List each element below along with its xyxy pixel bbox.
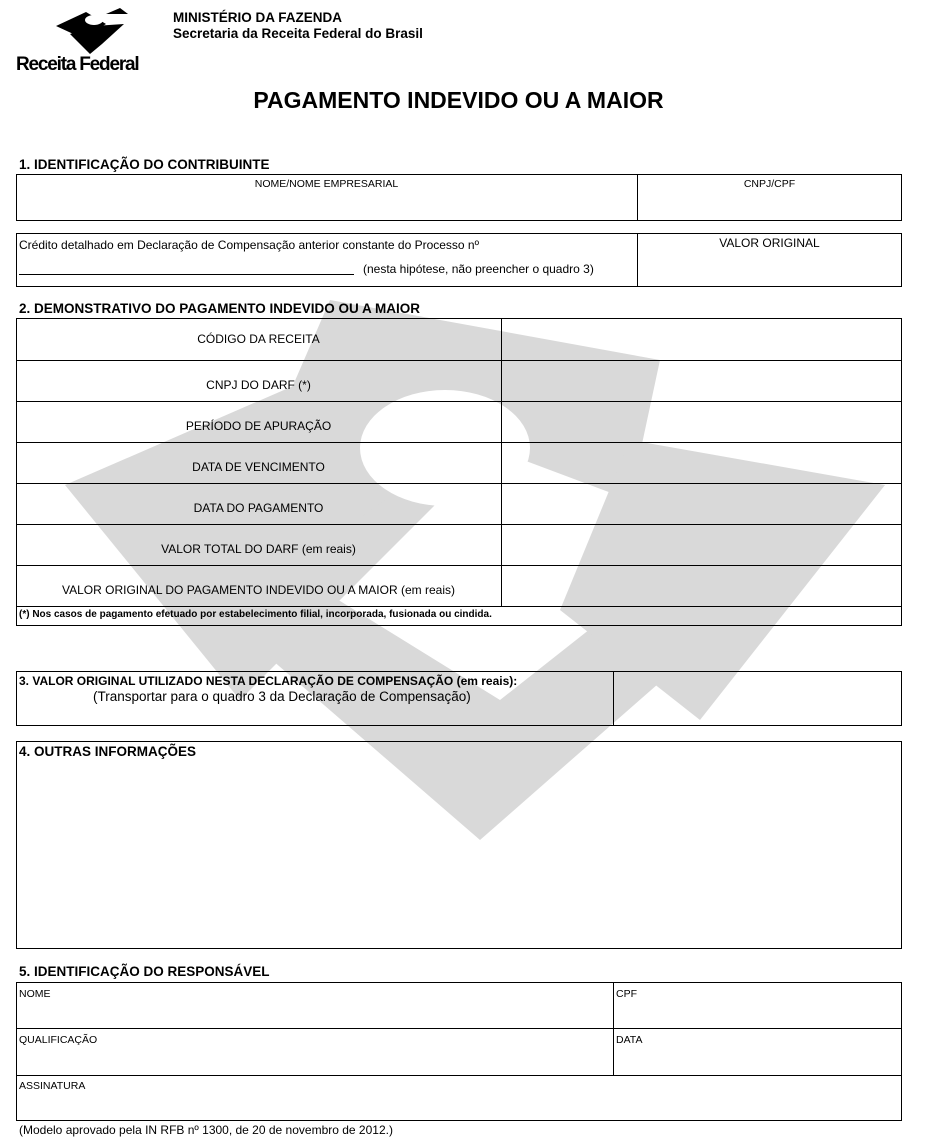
original-value-label: VALOR ORIGINAL — [719, 236, 820, 250]
section3-subtext: (Transportar para o quadro 3 da Declaração de Compensação) — [93, 689, 471, 704]
receita-logo — [16, 4, 160, 76]
row-line — [16, 1075, 902, 1076]
row-line — [16, 1028, 902, 1029]
other-information-box — [16, 741, 902, 949]
row-assessment-period: PERÍODO DE APURAÇÃO — [185, 419, 332, 433]
ministry-name: MINISTÉRIO DA FAZENDA — [173, 10, 343, 25]
cnpj-cpf-label: CNPJ/CPF — [743, 178, 796, 190]
qualification-label: QUALIFICAÇÃO — [19, 1034, 98, 1046]
section2-footnote: (*) Nos casos de pagamento efetuado por estabelecimento filial, incorporada, fusionada ou cindida. — [19, 609, 492, 620]
row-darf-cnpj: CNPJ DO DARF (*) — [206, 378, 311, 392]
model-approval-note: (Modelo aprovado pela IN RFB nº 1300, de 20 de novembro de 2012.) — [19, 1123, 393, 1137]
section5-heading: 5. IDENTIFICAÇÃO DO RESPONSÁVEL — [19, 964, 270, 979]
divider — [613, 982, 614, 1075]
page-title: PAGAMENTO INDEVIDO OU A MAIOR — [253, 87, 664, 113]
responsible-cpf-label: CPF — [616, 988, 637, 1000]
row-due-date: DATA DE VENCIMENTO — [192, 460, 325, 474]
logo-text: Receita Federal — [16, 54, 139, 75]
secretariat-name: Secretaria da Receita Federal do Brasil — [173, 26, 423, 41]
row-line — [16, 483, 902, 484]
section2-heading: 2. DEMONSTRATIVO DO PAGAMENTO INDEVIDO OU A MAIOR — [19, 301, 421, 316]
row-line — [16, 442, 902, 443]
table-divider — [501, 318, 502, 607]
row-line — [16, 565, 902, 566]
row-line — [16, 401, 902, 402]
responsible-identification-box — [16, 982, 902, 1121]
row-darf-total: VALOR TOTAL DO DARF (em reais) — [161, 542, 356, 556]
responsible-name-label: NOME — [19, 988, 51, 1000]
credit-text: Crédito detalhado em Declaração de Compensação anterior constante do Processo nº — [19, 238, 479, 252]
section3-heading: 3. VALOR ORIGINAL UTILIZADO NESTA DECLARAÇÃO DE COMPENSAÇÃO (em reais): — [19, 674, 518, 688]
row-original-value: VALOR ORIGINAL DO PAGAMENTO INDEVIDO OU A MAIOR (em reais) — [62, 583, 455, 597]
row-line — [16, 524, 902, 525]
credit-hint: (nesta hipótese, não preencher o quadro 3) — [363, 262, 594, 276]
name-label: NOME/NOME EMPRESARIAL — [254, 178, 399, 190]
row-revenue-code: CÓDIGO DA RECEITA — [197, 332, 320, 346]
process-number-line[interactable] — [19, 274, 354, 275]
row-line — [16, 606, 902, 607]
receita-logo-emblem-icon — [20, 4, 160, 56]
divider — [613, 671, 614, 726]
date-label: DATA — [616, 1034, 643, 1046]
section1-heading: 1. IDENTIFICAÇÃO DO CONTRIBUINTE — [19, 157, 270, 172]
section4-heading: 4. OUTRAS INFORMAÇÕES — [19, 744, 197, 759]
row-line — [16, 360, 902, 361]
signature-label: ASSINATURA — [19, 1080, 86, 1092]
row-payment-date: DATA DO PAGAMENTO — [193, 501, 324, 515]
